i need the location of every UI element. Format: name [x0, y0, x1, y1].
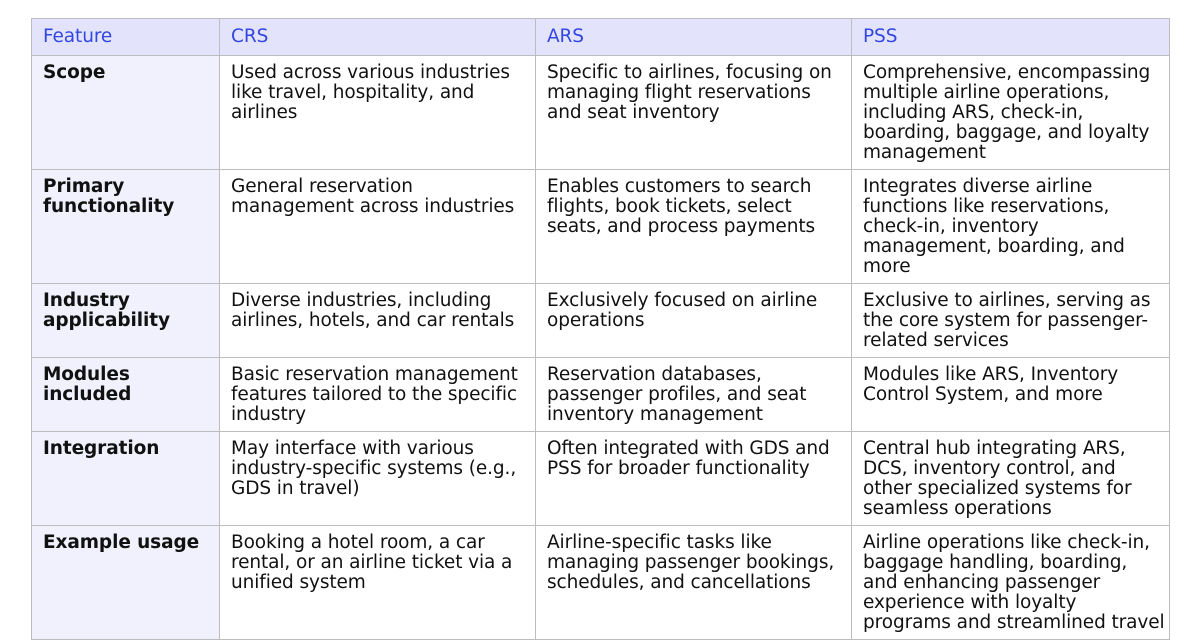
row-label: Modules included — [32, 358, 220, 432]
table-row-industry-applicability — [32, 284, 1170, 358]
cell-pss: Airline operations like check-in, baggage handling, boarding, and enhancing passenger experience with loyalty programs and streamlined travel — [852, 526, 1170, 640]
table-row-primary-functionality — [32, 170, 1170, 284]
header-row — [32, 19, 1170, 56]
cell-pss: Comprehensive, encompassing multiple airline operations, including ARS, check-in, boarding, baggage, and loyalty management — [852, 56, 1170, 170]
cell-crs: Diverse industries, including airlines, hotels, and car rentals — [220, 284, 536, 358]
table-row-integration — [32, 432, 1170, 526]
cell-crs: Basic reservation management features tailored to the specific industry — [220, 358, 536, 432]
cell-ars: Exclusively focused on airline operations — [536, 284, 852, 358]
cell-crs: Used across various industries like travel, hospitality, and airlines — [220, 56, 536, 170]
cell-crs: May interface with various industry-specific systems (e.g., GDS in travel) — [220, 432, 536, 526]
row-label: Primary functionality — [32, 170, 220, 284]
table-row-example-usage — [32, 526, 1170, 640]
table-body — [32, 56, 1170, 640]
cell-pss: Integrates diverse airline functions like reservations, check-in, inventory management, boarding, and more — [852, 170, 1170, 284]
row-label: Industry applicability — [32, 284, 220, 358]
table-row-scope — [32, 56, 1170, 170]
cell-ars: Reservation databases, passenger profiles, and seat inventory management — [536, 358, 852, 432]
cell-pss: Exclusive to airlines, serving as the core system for passenger-related services — [852, 284, 1170, 358]
cell-pss: Central hub integrating ARS, DCS, inventory control, and other specialized systems for seamless operations — [852, 432, 1170, 526]
cell-ars: Specific to airlines, focusing on managing flight reservations and seat inventory — [536, 56, 852, 170]
table-row-modules-included — [32, 358, 1170, 432]
header-feature: Feature — [32, 19, 220, 56]
cell-pss: Modules like ARS, Inventory Control System, and more — [852, 358, 1170, 432]
row-label: Scope — [32, 56, 220, 170]
header-crs: CRS — [220, 19, 536, 56]
row-label: Integration — [32, 432, 220, 526]
header-ars: ARS — [536, 19, 852, 56]
comparison-table — [31, 18, 1170, 640]
cell-ars: Often integrated with GDS and PSS for broader functionality — [536, 432, 852, 526]
comparison-table-container — [31, 18, 1169, 640]
row-label: Example usage — [32, 526, 220, 640]
cell-crs: Booking a hotel room, a car rental, or an airline ticket via a unified system — [220, 526, 536, 640]
table-header — [32, 19, 1170, 56]
cell-ars: Airline-specific tasks like managing passenger bookings, schedules, and cancellations — [536, 526, 852, 640]
cell-ars: Enables customers to search flights, book tickets, select seats, and process payments — [536, 170, 852, 284]
cell-crs: General reservation management across industries — [220, 170, 536, 284]
header-pss: PSS — [852, 19, 1170, 56]
